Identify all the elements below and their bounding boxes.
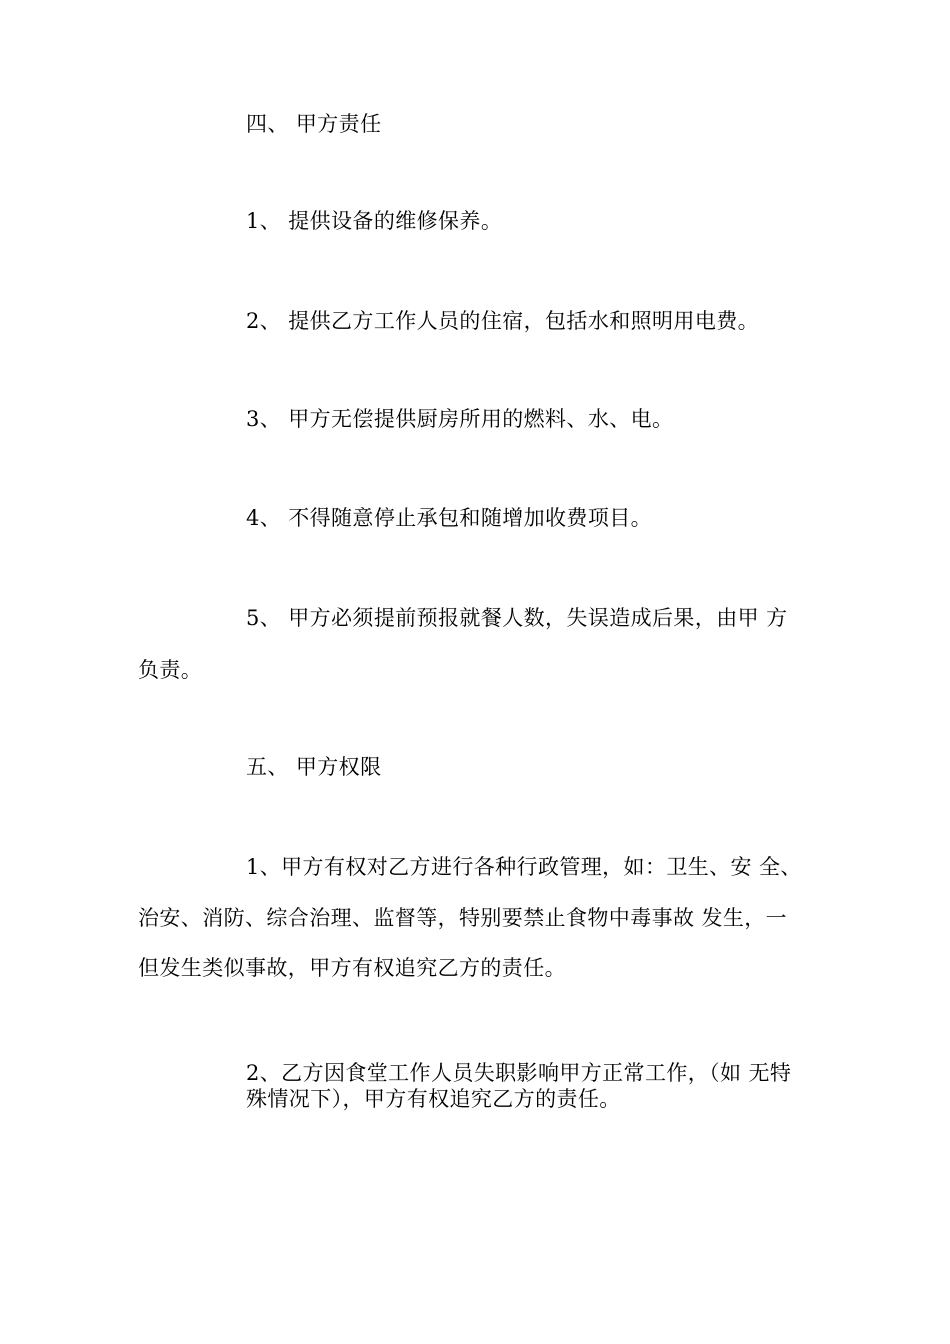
section-5-item-1-line-2: 治安、消防、综合治理、监督等，特别要禁止食物中毒事故 发生，一 — [138, 906, 788, 930]
section-4-item-1: 1、 提供设备的维修保养。 — [246, 209, 503, 233]
section-4-item-5-line-2: 负责。 — [138, 658, 203, 682]
section-4-item-5-line-1: 5、 甲方必须提前预报就餐人数，失误造成后果，由甲 方 — [246, 606, 788, 630]
section-4-item-2: 2、 提供乙方工作人员的住宿，包括水和照明用电费。 — [246, 309, 760, 333]
section-4-item-4: 4、 不得随意停止承包和随增加收费项目。 — [246, 506, 653, 530]
section-4-heading: 四、 甲方责任 — [246, 112, 382, 136]
section-4-item-3: 3、 甲方无偿提供厨房所用的燃料、水、电。 — [246, 407, 674, 431]
section-5-item-2-line-2: 殊情况下），甲方有权追究乙方的责任。 — [246, 1087, 621, 1111]
section-5-item-1-line-1: 1、甲方有权对乙方进行各种行政管理，如：卫生、安 全、 — [246, 855, 802, 879]
section-5-item-1-line-3: 但发生类似事故，甲方有权追究乙方的责任。 — [138, 956, 566, 980]
section-5-heading: 五、 甲方权限 — [246, 755, 382, 779]
section-5-item-2-line-1: 2、乙方因食堂工作人员失职影响甲方正常工作，（如 无特 — [246, 1061, 792, 1085]
